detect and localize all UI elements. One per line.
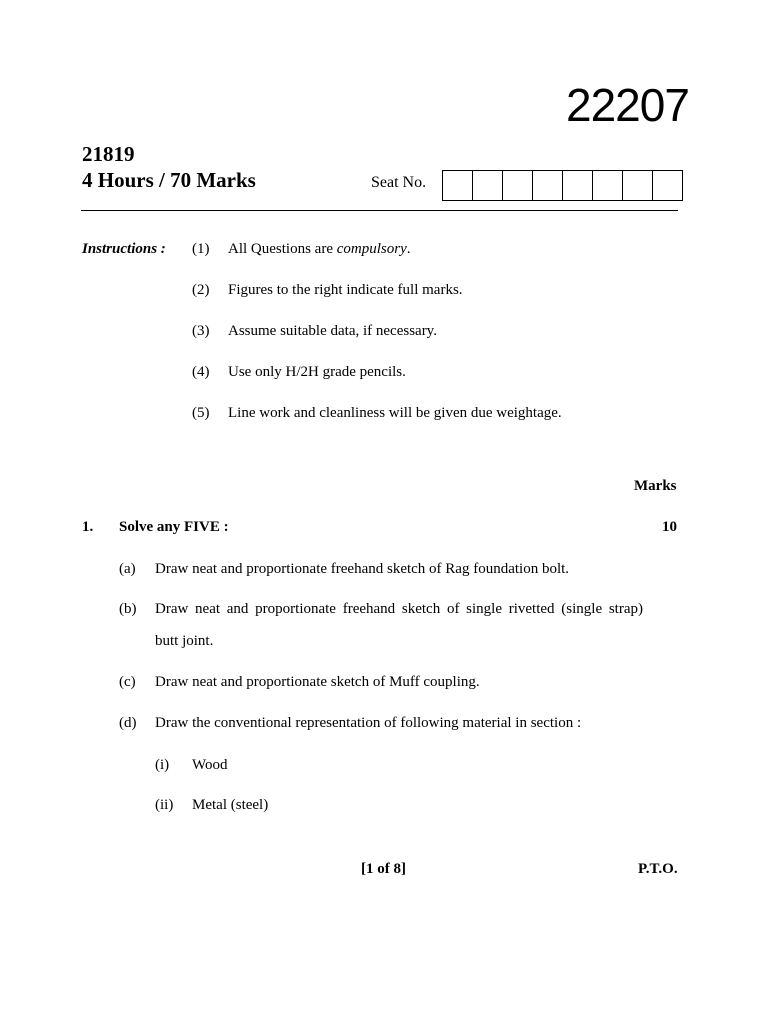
instruction-text-part: All Questions are [228,241,337,257]
subquestion-text: Draw the conventional representation of following material in section : [155,715,582,731]
seat-box [533,171,563,200]
roman-item-label: (ii) [155,797,174,813]
subquestion-label: (d) [119,715,137,731]
instruction-emphasis: compulsory [336,241,407,257]
instruction-number: (4) [192,364,210,380]
question-marks: 10 [662,519,677,535]
subquestion-label: (c) [119,674,136,690]
subquestion-label: (b) [119,601,137,617]
seat-box [593,171,623,200]
instruction-number: (2) [192,282,210,298]
subquestion-text: Draw neat and proportionate freehand sketch of Rag foundation bolt. [155,561,570,577]
instruction-text: Use only H/2H grade pencils. [228,364,406,380]
instruction-number: (3) [192,323,210,339]
exam-code: 21819 [82,142,135,166]
seat-box [443,171,473,200]
subquestion-text: Draw neat and proportionate freehand sketch of single rivetted (single strap) [155,601,643,617]
paper-code: 22207 [566,79,689,131]
seat-box [623,171,653,200]
seat-box [503,171,533,200]
instruction-text [228,241,410,258]
seat-box [653,171,682,200]
subquestion-label: (a) [119,561,136,577]
subquestion-text-continued: butt joint. [155,633,214,649]
instructions-label: Instructions : [82,241,166,257]
instruction-text: Figures to the right indicate full marks. [228,282,463,298]
roman-item-text: Wood [192,757,228,773]
instruction-number: (1) [192,241,210,257]
header-divider [81,210,678,211]
seat-box [563,171,593,200]
roman-item-label: (i) [155,757,170,773]
instruction-text-part: . [406,241,411,257]
subquestion-text: Draw neat and proportionate sketch of Muff coupling. [155,674,480,690]
question-number: 1. [82,519,94,535]
seat-number-label: Seat No. [371,174,427,191]
page-indicator: [1 of 8] [361,861,406,877]
instruction-number: (5) [192,405,210,421]
roman-item-text: Metal (steel) [192,797,269,813]
seat-number-boxes [442,170,683,201]
instruction-text: Line work and cleanliness will be given due weightage. [228,405,562,421]
please-turn-over: P.T.O. [638,861,678,877]
duration-marks: 4 Hours / 70 Marks [82,168,256,192]
marks-column-heading: Marks [634,478,677,494]
instruction-text: Assume suitable data, if necessary. [228,323,437,339]
seat-box [473,171,503,200]
question-text: Solve any FIVE : [119,519,229,535]
